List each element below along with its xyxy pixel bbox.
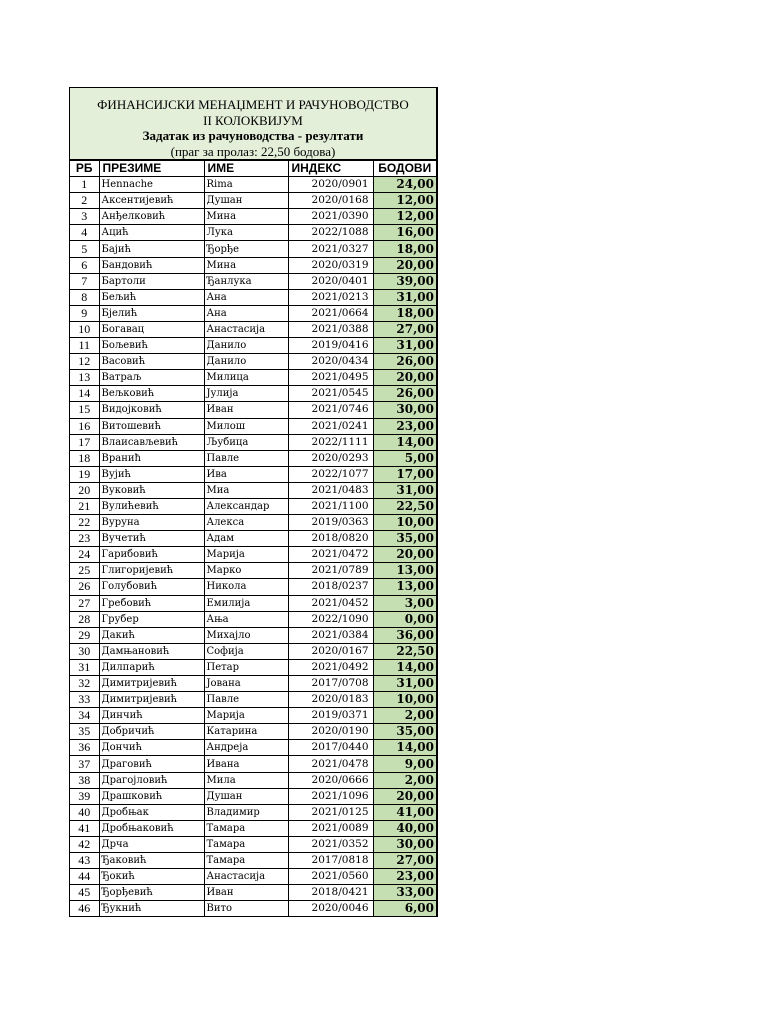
index-cell: 2017/0440: [288, 740, 373, 756]
row-number: 30: [70, 643, 99, 659]
surname-cell: Анђелковић: [99, 209, 204, 225]
points-cell: 22,50: [373, 498, 436, 514]
index-cell: 2020/0167: [288, 643, 373, 659]
points-cell: 13,00: [373, 579, 436, 595]
column-header-index: ИНДЕКС: [288, 161, 373, 177]
surname-cell: Глигоријевић: [99, 563, 204, 579]
results-title: Задатак из рачуноводства - резултати: [142, 128, 364, 143]
points-cell: 30,00: [373, 836, 436, 852]
points-cell: 13,00: [373, 563, 436, 579]
surname-cell: Богавац: [99, 321, 204, 337]
table-row: [70, 772, 436, 788]
surname-cell: Димитријевић: [99, 676, 204, 692]
table-row: [70, 627, 436, 643]
table-row: [70, 579, 436, 595]
surname-cell: Динчић: [99, 708, 204, 724]
index-cell: 2020/0046: [288, 901, 373, 917]
surname-cell: Аксентијевић: [99, 193, 204, 209]
index-cell: 2021/0213: [288, 289, 373, 305]
table-row: [70, 611, 436, 627]
surname-cell: Враниħ: [99, 450, 204, 466]
sheet-header: [70, 88, 436, 160]
surname-cell: Вујић: [99, 466, 204, 482]
points-cell: 31,00: [373, 676, 436, 692]
index-cell: 2020/0666: [288, 772, 373, 788]
index-cell: 2021/0089: [288, 820, 373, 836]
row-number: 24: [70, 547, 99, 563]
row-number: 8: [70, 289, 99, 305]
surname-cell: Гарибовић: [99, 547, 204, 563]
row-number: 14: [70, 386, 99, 402]
surname-cell: Ђаковић: [99, 853, 204, 869]
index-cell: 2021/0560: [288, 869, 373, 885]
index-cell: 2020/0293: [288, 450, 373, 466]
name-cell: Мина: [204, 209, 288, 225]
points-cell: 22,50: [373, 643, 436, 659]
surname-cell: Ацић: [99, 225, 204, 241]
name-cell: Душан: [204, 193, 288, 209]
table-row: [70, 193, 436, 209]
row-number: 2: [70, 193, 99, 209]
points-cell: 14,00: [373, 740, 436, 756]
points-cell: 30,00: [373, 402, 436, 418]
points-cell: 31,00: [373, 482, 436, 498]
name-cell: Марија: [204, 708, 288, 724]
row-number: 32: [70, 676, 99, 692]
name-cell: Тамара: [204, 820, 288, 836]
table-row: [70, 643, 436, 659]
table-row: [70, 466, 436, 482]
surname-cell: Ђукнић: [99, 901, 204, 917]
table-row: [70, 820, 436, 836]
points-cell: 12,00: [373, 209, 436, 225]
row-number: 41: [70, 820, 99, 836]
name-cell: Љубица: [204, 434, 288, 450]
index-cell: 2020/0183: [288, 692, 373, 708]
table-row: [70, 225, 436, 241]
surname-cell: Вулићевић: [99, 498, 204, 514]
points-cell: 40,00: [373, 820, 436, 836]
row-number: 22: [70, 515, 99, 531]
pass-threshold-note: (праг за пролаз: 22,50 бодова): [170, 143, 336, 159]
index-cell: 2021/0241: [288, 418, 373, 434]
table-row: [70, 482, 436, 498]
points-cell: 31,00: [373, 289, 436, 305]
table-row: [70, 257, 436, 273]
surname-cell: Дробњаковић: [99, 820, 204, 836]
index-cell: 2019/0416: [288, 338, 373, 354]
points-cell: 20,00: [373, 257, 436, 273]
index-cell: 2020/0901: [288, 177, 373, 193]
name-cell: Јулија: [204, 386, 288, 402]
table-row: [70, 273, 436, 289]
name-cell: Иван: [204, 885, 288, 901]
name-cell: Ана: [204, 305, 288, 321]
surname-cell: Дамњановић: [99, 643, 204, 659]
table-row: [70, 869, 436, 885]
table-row: [70, 515, 436, 531]
table-row: [70, 804, 436, 820]
name-cell: Владимир: [204, 804, 288, 820]
name-cell: Тамара: [204, 836, 288, 852]
surname-cell: Бјелић: [99, 305, 204, 321]
table-row: [70, 370, 436, 386]
index-cell: 2018/0237: [288, 579, 373, 595]
index-cell: 2021/0478: [288, 756, 373, 772]
row-number: 40: [70, 804, 99, 820]
index-cell: 2018/0421: [288, 885, 373, 901]
row-number: 11: [70, 338, 99, 354]
name-cell: Емилија: [204, 595, 288, 611]
row-number: 36: [70, 740, 99, 756]
row-number: 29: [70, 627, 99, 643]
name-cell: Данило: [204, 354, 288, 370]
row-number: 43: [70, 853, 99, 869]
points-cell: 2,00: [373, 772, 436, 788]
index-cell: 2018/0820: [288, 531, 373, 547]
surname-cell: Дрча: [99, 836, 204, 852]
points-cell: 17,00: [373, 466, 436, 482]
table-row: [70, 450, 436, 466]
table-row: [70, 386, 436, 402]
name-cell: Марија: [204, 547, 288, 563]
row-number: 4: [70, 225, 99, 241]
index-cell: 2019/0363: [288, 515, 373, 531]
row-number: 27: [70, 595, 99, 611]
table-row: [70, 289, 436, 305]
table-row: [70, 354, 436, 370]
table-row: [70, 756, 436, 772]
points-cell: 26,00: [373, 386, 436, 402]
table-row: [70, 209, 436, 225]
row-number: 34: [70, 708, 99, 724]
points-cell: 10,00: [373, 692, 436, 708]
points-cell: 36,00: [373, 627, 436, 643]
name-cell: Андреја: [204, 740, 288, 756]
row-number: 42: [70, 836, 99, 852]
index-cell: 2020/0168: [288, 193, 373, 209]
table-row: [70, 498, 436, 514]
points-cell: 39,00: [373, 273, 436, 289]
name-cell: Јована: [204, 676, 288, 692]
row-number: 38: [70, 772, 99, 788]
surname-cell: Драгојловић: [99, 772, 204, 788]
index-cell: 2021/0545: [288, 386, 373, 402]
index-cell: 2021/0390: [288, 209, 373, 225]
surname-cell: Видојковић: [99, 402, 204, 418]
index-cell: 2022/1077: [288, 466, 373, 482]
row-number: 7: [70, 273, 99, 289]
table-row: [70, 788, 436, 804]
name-cell: Милош: [204, 418, 288, 434]
name-cell: Марко: [204, 563, 288, 579]
points-cell: 6,00: [373, 901, 436, 917]
table-row: [70, 853, 436, 869]
surname-cell: Hennache: [99, 177, 204, 193]
table-row: [70, 692, 436, 708]
row-number: 10: [70, 321, 99, 337]
table-row: [70, 321, 436, 337]
surname-cell: Вучетић: [99, 531, 204, 547]
surname-cell: Вељковић: [99, 386, 204, 402]
index-cell: 2021/0495: [288, 370, 373, 386]
surname-cell: Витошевић: [99, 418, 204, 434]
row-number: 6: [70, 257, 99, 273]
points-cell: 18,00: [373, 305, 436, 321]
surname-cell: Дробњак: [99, 804, 204, 820]
name-cell: Мила: [204, 772, 288, 788]
surname-cell: Васовић: [99, 354, 204, 370]
index-cell: 2021/0664: [288, 305, 373, 321]
index-cell: 2019/0371: [288, 708, 373, 724]
table-row: [70, 724, 436, 740]
name-cell: Душан: [204, 788, 288, 804]
index-cell: 2021/0388: [288, 321, 373, 337]
surname-cell: Вуруна: [99, 515, 204, 531]
index-cell: 2020/0190: [288, 724, 373, 740]
index-cell: 2021/0746: [288, 402, 373, 418]
name-cell: Катарина: [204, 724, 288, 740]
points-cell: 2,00: [373, 708, 436, 724]
table-row: [70, 177, 436, 193]
name-cell: Вито: [204, 901, 288, 917]
points-cell: 27,00: [373, 853, 436, 869]
results-table: [70, 160, 436, 916]
row-number: 23: [70, 531, 99, 547]
name-cell: Тамара: [204, 853, 288, 869]
points-cell: 14,00: [373, 659, 436, 675]
name-cell: Анастасија: [204, 869, 288, 885]
name-cell: Rima: [204, 177, 288, 193]
surname-cell: Влаисављевић: [99, 434, 204, 450]
table-header-row: [70, 161, 436, 177]
name-cell: Александар: [204, 498, 288, 514]
exam-title: II КОЛОКВИЈУМ: [203, 112, 303, 128]
surname-cell: Ђорђевић: [99, 885, 204, 901]
table-row: [70, 418, 436, 434]
table-row: [70, 402, 436, 418]
surname-cell: Дакић: [99, 627, 204, 643]
table-row: [70, 305, 436, 321]
table-row: [70, 563, 436, 579]
table-row: [70, 836, 436, 852]
table-row: [70, 547, 436, 563]
points-cell: 24,00: [373, 177, 436, 193]
row-number: 45: [70, 885, 99, 901]
row-number: 44: [70, 869, 99, 885]
surname-cell: Голубовић: [99, 579, 204, 595]
row-number: 37: [70, 756, 99, 772]
points-cell: 9,00: [373, 756, 436, 772]
table-row: [70, 676, 436, 692]
points-cell: 27,00: [373, 321, 436, 337]
name-cell: Анастасија: [204, 321, 288, 337]
surname-cell: Бартоли: [99, 273, 204, 289]
index-cell: 2021/0492: [288, 659, 373, 675]
index-cell: 2020/0434: [288, 354, 373, 370]
surname-cell: Бандовић: [99, 257, 204, 273]
column-header-points: БОДОВИ: [373, 161, 436, 177]
row-number: 3: [70, 209, 99, 225]
table-row: [70, 901, 436, 917]
row-number: 13: [70, 370, 99, 386]
surname-cell: Гребовић: [99, 595, 204, 611]
index-cell: 2022/1111: [288, 434, 373, 450]
name-cell: Ања: [204, 611, 288, 627]
points-cell: 0,00: [373, 611, 436, 627]
row-number: 9: [70, 305, 99, 321]
points-cell: 14,00: [373, 434, 436, 450]
row-number: 39: [70, 788, 99, 804]
name-cell: Павле: [204, 450, 288, 466]
name-cell: Ђанлука: [204, 273, 288, 289]
index-cell: 2021/0789: [288, 563, 373, 579]
row-number: 46: [70, 901, 99, 917]
results-sheet: [69, 87, 438, 917]
table-row: [70, 708, 436, 724]
surname-cell: Дилпарић: [99, 659, 204, 675]
surname-cell: Ђокић: [99, 869, 204, 885]
index-cell: 2017/0708: [288, 676, 373, 692]
points-cell: 41,00: [373, 804, 436, 820]
points-cell: 33,00: [373, 885, 436, 901]
name-cell: Ива: [204, 466, 288, 482]
row-number: 31: [70, 659, 99, 675]
points-cell: 16,00: [373, 225, 436, 241]
table-row: [70, 885, 436, 901]
points-cell: 23,00: [373, 869, 436, 885]
row-number: 17: [70, 434, 99, 450]
points-cell: 31,00: [373, 338, 436, 354]
name-cell: Алекса: [204, 515, 288, 531]
row-number: 21: [70, 498, 99, 514]
row-number: 12: [70, 354, 99, 370]
surname-cell: Ватраљ: [99, 370, 204, 386]
name-cell: Миа: [204, 482, 288, 498]
name-cell: Адам: [204, 531, 288, 547]
table-row: [70, 338, 436, 354]
row-number: 19: [70, 466, 99, 482]
row-number: 20: [70, 482, 99, 498]
row-number: 1: [70, 177, 99, 193]
index-cell: 2017/0818: [288, 853, 373, 869]
surname-cell: Вуковић: [99, 482, 204, 498]
name-cell: Софија: [204, 643, 288, 659]
row-number: 25: [70, 563, 99, 579]
surname-cell: Димитријевић: [99, 692, 204, 708]
row-number: 5: [70, 241, 99, 257]
index-cell: 2021/0452: [288, 595, 373, 611]
table-row: [70, 659, 436, 675]
table-row: [70, 740, 436, 756]
points-cell: 35,00: [373, 531, 436, 547]
surname-cell: Дончић: [99, 740, 204, 756]
index-cell: 2021/1096: [288, 788, 373, 804]
column-header-name: ИМЕ: [204, 161, 288, 177]
row-number: 15: [70, 402, 99, 418]
table-row: [70, 531, 436, 547]
name-cell: Павле: [204, 692, 288, 708]
index-cell: 2020/0319: [288, 257, 373, 273]
points-cell: 12,00: [373, 193, 436, 209]
index-cell: 2021/0472: [288, 547, 373, 563]
points-cell: 3,00: [373, 595, 436, 611]
surname-cell: Драговић: [99, 756, 204, 772]
surname-cell: Бајић: [99, 241, 204, 257]
name-cell: Милица: [204, 370, 288, 386]
surname-cell: Бељић: [99, 289, 204, 305]
points-cell: 5,00: [373, 450, 436, 466]
points-cell: 26,00: [373, 354, 436, 370]
surname-cell: Грубер: [99, 611, 204, 627]
points-cell: 20,00: [373, 370, 436, 386]
course-title: ФИНАНСИЈСКИ МЕНАЏМЕНТ И РАЧУНОВОДСТВО: [97, 97, 409, 112]
name-cell: Михајло: [204, 627, 288, 643]
points-cell: 20,00: [373, 547, 436, 563]
table-row: [70, 434, 436, 450]
index-cell: 2021/0327: [288, 241, 373, 257]
name-cell: Лука: [204, 225, 288, 241]
index-cell: 2021/0384: [288, 627, 373, 643]
name-cell: Никола: [204, 579, 288, 595]
name-cell: Ђорђе: [204, 241, 288, 257]
index-cell: 2021/0483: [288, 482, 373, 498]
row-number: 35: [70, 724, 99, 740]
row-number: 28: [70, 611, 99, 627]
index-cell: 2022/1088: [288, 225, 373, 241]
row-number: 26: [70, 579, 99, 595]
points-cell: 10,00: [373, 515, 436, 531]
surname-cell: Добричић: [99, 724, 204, 740]
column-header-rb: РБ: [70, 161, 99, 177]
name-cell: Ана: [204, 289, 288, 305]
name-cell: Мина: [204, 257, 288, 273]
index-cell: 2021/0125: [288, 804, 373, 820]
index-cell: 2022/1090: [288, 611, 373, 627]
table-row: [70, 595, 436, 611]
index-cell: 2021/1100: [288, 498, 373, 514]
points-cell: 23,00: [373, 418, 436, 434]
surname-cell: Бољевић: [99, 338, 204, 354]
table-row: [70, 241, 436, 257]
points-cell: 35,00: [373, 724, 436, 740]
name-cell: Ивана: [204, 756, 288, 772]
surname-cell: Драшковић: [99, 788, 204, 804]
name-cell: Данило: [204, 338, 288, 354]
index-cell: 2020/0401: [288, 273, 373, 289]
points-cell: 20,00: [373, 788, 436, 804]
name-cell: Иван: [204, 402, 288, 418]
name-cell: Петар: [204, 659, 288, 675]
row-number: 16: [70, 418, 99, 434]
points-cell: 18,00: [373, 241, 436, 257]
column-header-surname: ПРЕЗИМЕ: [99, 161, 204, 177]
row-number: 18: [70, 450, 99, 466]
row-number: 33: [70, 692, 99, 708]
index-cell: 2021/0352: [288, 836, 373, 852]
